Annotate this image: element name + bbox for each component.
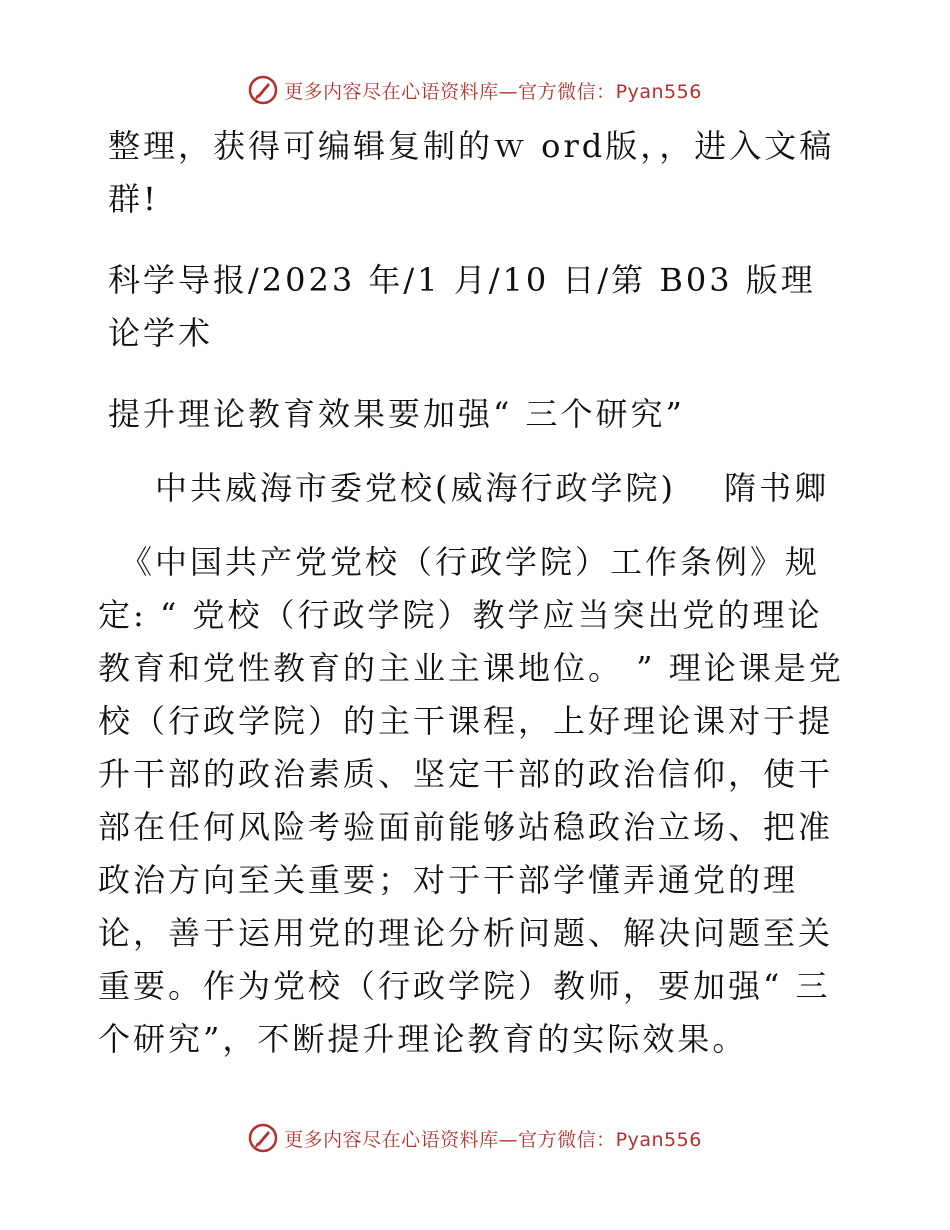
intro-paragraph — [108, 120, 848, 226]
body-paragraph — [98, 536, 854, 1066]
footer-watermark-text: 更多内容尽在心语资料库—官方微信：Pyan556 — [284, 1128, 702, 1151]
article-author: 中共威海市委党校(威海行政学院) 隋书卿 — [155, 469, 830, 507]
body-text: 《中国共产党党校（行政学院）工作条例》规定: “ 党校（行政学院）教学应当突出党的理论教育和党性教育的主业主课地位。 ” 理论课是党校（行政学院）的主干课程，上好理论课对于提升干部的政治素质、坚定干部的政治信仰，使干部在任何风险考验面前能够站稳政治立场、把准政治方向至关重要；对于干部学懂弄通党的理论，善于运用党的理论分析问题、解决问题至关重要。作为党校（行政学院）教师，要加强“ 三个研究”，不断提升理论教育的实际效果。 — [98, 543, 844, 1058]
header-watermark-text: 更多内容尽在心语资料库—官方微信：Pyan556 — [284, 80, 702, 103]
footer-watermark-banner — [0, 1118, 950, 1158]
source-line — [108, 254, 848, 360]
quill-logo-icon — [248, 75, 278, 105]
header-watermark-banner — [0, 70, 950, 110]
article-title: 提升理论教育效果要加强“ 三个研究” — [108, 395, 685, 433]
intro-text: 整理，获得可编辑复制的ｗ ord版，，进入文稿群! — [108, 127, 835, 218]
document-body — [0, 118, 950, 1118]
source-text: 科学导报/2023 年/1 月/10 日/第 B03 版理论学术 — [108, 261, 816, 352]
quill-logo-icon — [248, 1123, 278, 1153]
